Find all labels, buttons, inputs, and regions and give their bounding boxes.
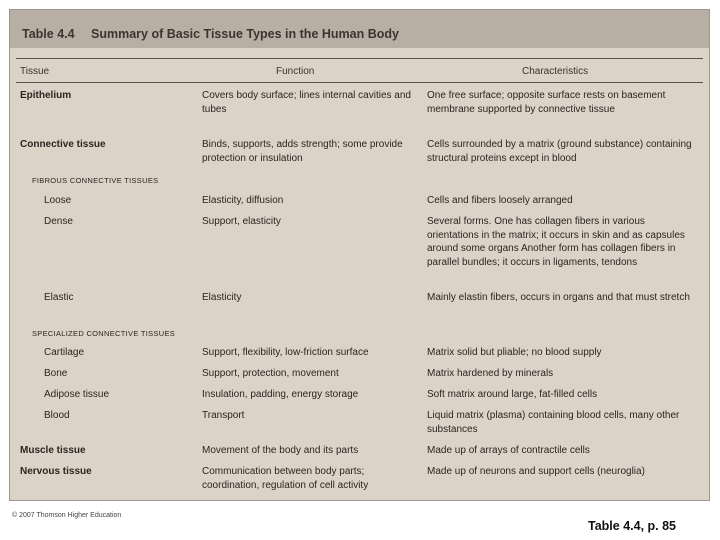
header-rule-top: [16, 58, 703, 59]
tissue-function: Elasticity, diffusion: [202, 195, 284, 206]
tissue-characteristics: One free surface; opposite surface rests on basement membrane supported by connective tissue: [427, 90, 666, 115]
table-title: Summary of Basic Tissue Types in the Human Body: [91, 27, 399, 41]
tissue-function: Covers body surface; lines internal cavities and tubes: [202, 90, 411, 115]
tissue-name: Muscle tissue: [20, 445, 86, 456]
tissue-function: Transport: [202, 410, 245, 421]
tissue-function: Binds, supports, adds strength; some provide protection or insulation: [202, 139, 403, 164]
section-heading: SPECIALIZED CONNECTIVE TISSUES: [32, 329, 176, 338]
tissue-function: Elasticity: [202, 292, 242, 303]
tissue-function: Insulation, padding, energy storage: [202, 389, 359, 400]
header-rule-bottom: [16, 82, 703, 83]
tissue-function: Movement of the body and its parts: [202, 445, 359, 456]
table-frame: [9, 9, 710, 501]
tissue-name: Adipose tissue: [44, 389, 110, 400]
table-title-bar: [10, 10, 709, 48]
header-function: Function: [276, 66, 315, 77]
tissue-function: Support, flexibility, low-friction surface: [202, 347, 369, 358]
tissue-name: Bone: [44, 368, 68, 379]
section-heading: FIBROUS CONNECTIVE TISSUES: [32, 176, 159, 185]
tissue-function: Communication between body parts; coordination, regulation of cell activity: [202, 466, 369, 491]
tissue-characteristics: Made up of neurons and support cells (neuroglia): [427, 466, 645, 477]
tissue-name: Elastic: [44, 292, 74, 303]
tissue-name: Nervous tissue: [20, 466, 92, 477]
tissue-name: Epithelium: [20, 90, 72, 101]
tissue-characteristics: Mainly elastin fibers, occurs in organs and that must stretch: [427, 292, 690, 303]
tissue-function: Support, elasticity: [202, 216, 281, 227]
header-characteristics: Characteristics: [522, 66, 589, 77]
tissue-characteristics: Matrix solid but pliable; no blood supply: [427, 347, 602, 358]
tissue-characteristics: Soft matrix around large, fat-filled cells: [427, 389, 598, 400]
slide-caption: Table 4.4, p. 85: [588, 519, 677, 533]
tissue-characteristics: Cells and fibers loosely arranged: [427, 195, 573, 206]
tissue-name: Blood: [44, 410, 70, 421]
copyright-notice: © 2007 Thomson Higher Education: [12, 512, 122, 519]
header-tissue: Tissue: [20, 66, 50, 77]
tissue-characteristics: Matrix hardened by minerals: [427, 368, 554, 379]
tissue-name: Loose: [44, 195, 72, 206]
tissue-name: Connective tissue: [20, 139, 106, 150]
tissue-function: Support, protection, movement: [202, 368, 339, 379]
tissue-characteristics: Several forms. One has collagen fibers in various orientations in the matrix; it occurs in skin and as capsules around some organs Another form has collagen fibers in parallel bundles; it occurs in ligaments, tendons: [427, 216, 685, 268]
tissue-characteristics: Liquid matrix (plasma) containing blood cells, many other substances: [427, 410, 680, 435]
tissue-name: Dense: [44, 216, 73, 227]
tissue-characteristics: Cells surrounded by a matrix (ground substance) containing structural proteins except in blood: [427, 139, 692, 164]
tissue-characteristics: Made up of arrays of contractile cells: [427, 445, 590, 456]
table-label: Table 4.4: [22, 27, 75, 41]
tissue-name: Cartilage: [44, 347, 85, 358]
